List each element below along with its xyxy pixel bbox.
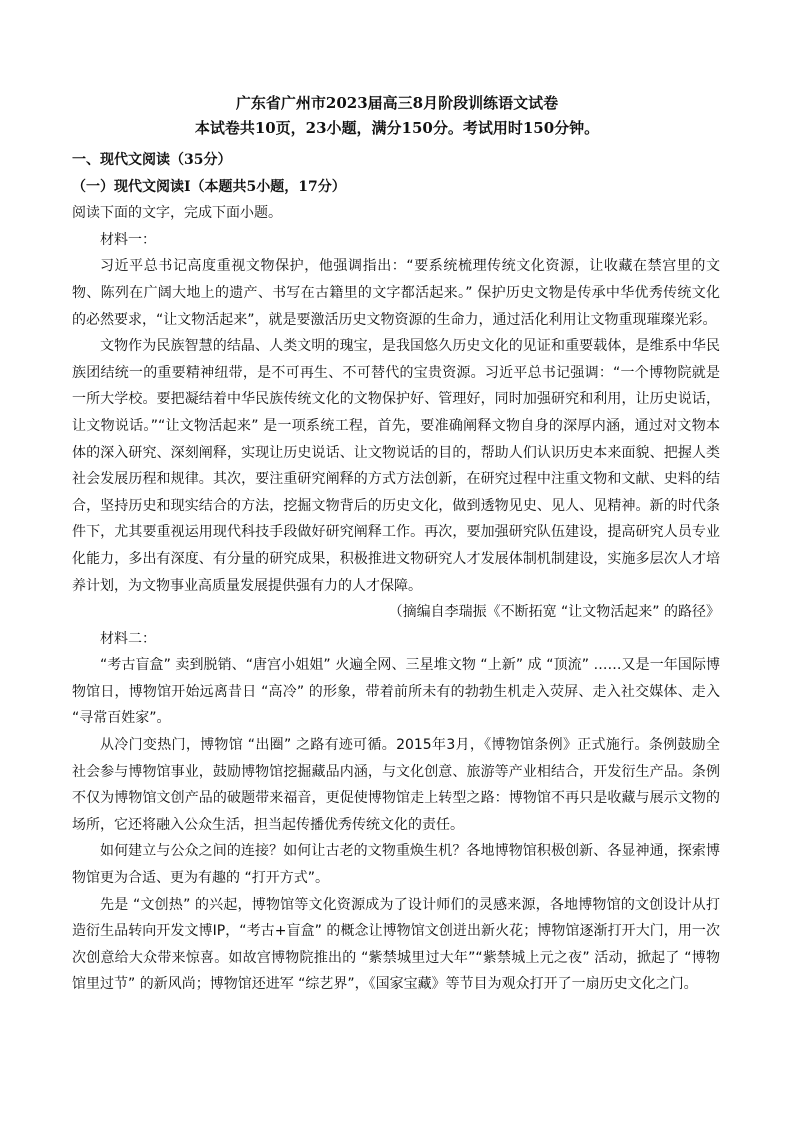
material-1-paragraph-1: 习近平总书记高度重视文物保护，他强调指出：“要系统梳理传统文化资源，让收藏在禁宫里的文物、陈列在广阔大地上的遗产、书写在古籍里的文字都活起来。” 保护历史文物是传承中华优秀传统文化的必然要求，“让文物活起来”，就是要激活历史文物资源的生命力，通过活化利用让文物重现璀璨光彩。 (72, 258, 720, 328)
material-2-paragraph-2: 从冷门变热门，博物馆 “出圈” 之路有迹可循。2015年3月，《博物馆条例》正式施行。条例鼓励全社会参与博物馆事业，鼓励博物馆挖掘藏品内涵，与文化创意、旅游等产业相结合，开发衍生产品。条例不仅为博物馆文创产品的破题带来福音，更促使博物馆走上转型之路：博物馆不再只是收藏与展示文物的场所，它还将融入公众生活，担当起传播优秀传统文化的责任。 (72, 737, 720, 833)
subsection-heading: （一）现代文阅读Ⅰ（本题共5小题，17分） (72, 178, 346, 195)
material-1-source: （摘编自李瑞振《不断拓宽 “让文物活起来” 的路径》 (388, 604, 720, 621)
exam-body (72, 147, 720, 998)
material-2-paragraph-1: “考古盲盒” 卖到脱销、“唐宫小姐姐” 火遍全网、三星堆文物 “上新” 成 “顶流” ……又是一年国际博物馆日，博物馆开始远离昔日 “高冷” 的形象，带着前所未有的勃勃生机走入荧屏、走入社交媒体、走入 “寻常百姓家”。 (72, 657, 720, 727)
exam-title: 广东省广州市2023届高三8月阶段训练语文试卷 (235, 94, 559, 112)
section-heading: 一、现代文阅读（35分） (72, 152, 232, 168)
reading-instruction: 阅读下面的文字，完成下面小题。 (72, 205, 282, 222)
material-2-paragraph-4: 先是 “文创热” 的兴起，博物馆等文化资源成为了设计师们的灵感来源，各地博物馆的文创设计从打造衍生品转向开发文博IP，“考古+盲盒” 的概念让博物馆文创迸出新火花；博物馆逐渐打开大门，用一次次创意给大众带来惊喜。如故宫博物院推出的 “紫禁城里过大年”“紫禁城上元之夜” 活动，掀起了 “博物馆里过节” 的新风尚；博物馆还进军 “综艺界”，《国家宝藏》等节目为观众打开了一扇历史文化之门。 (72, 896, 720, 993)
material-2-label: 材料二： (100, 630, 156, 647)
material-1-paragraph-2: 文物作为民族智慧的结晶、人类文明的瑰宝，是我国悠久历史文化的见证和重要载体，是维系中华民族团结统一的重要精神纽带，是不可再生、不可替代的宝贵资源。习近平总书记强调：“一个博物院就是一所大学校。要把凝结着中华民族传统文化的文物保护好、管理好，同时加强研究和利用，让历史说话，让文物说话。”“让文物活起来” 是一项系统工程，首先，要准确阐释文物自身的深厚内涵，通过对文物本体的深入研究、深刻阐释，实现让历史说话、让文物说话的目的，帮助人们认识历史本来面貌、把握人类社会发展历程和规律。其次，要注重研究阐释的方式方法创新，在研究过程中注重文物和文献、史料的结合，坚持历史和现实结合的方法，挖掘文物背后的历史文化，做到透物见史、见人、见精神。新的时代条件下，尤其要重视运用现代科技手段做好研究阐释工作。再次，要加强研究队伍建设，提高研究人员专业化能力，多出有深度、有分量的研究成果，积极推进文物研究人才发展体制机制建设，实施多层次人才培养计划，为文物事业高质量发展提供强有力的人才保障。 (72, 338, 720, 594)
material-1-label: 材料一： (100, 231, 156, 248)
exam-subtitle: 本试卷共10页，23小题，满分150分。考试用时150分钟。 (194, 119, 600, 137)
material-2-paragraph-3: 如何建立与公众之间的连接？如何让古老的文物重焕生机？各地博物馆积极创新、各显神通，探索博物馆更为合适、更为有趣的 “打开方式”。 (72, 843, 720, 887)
